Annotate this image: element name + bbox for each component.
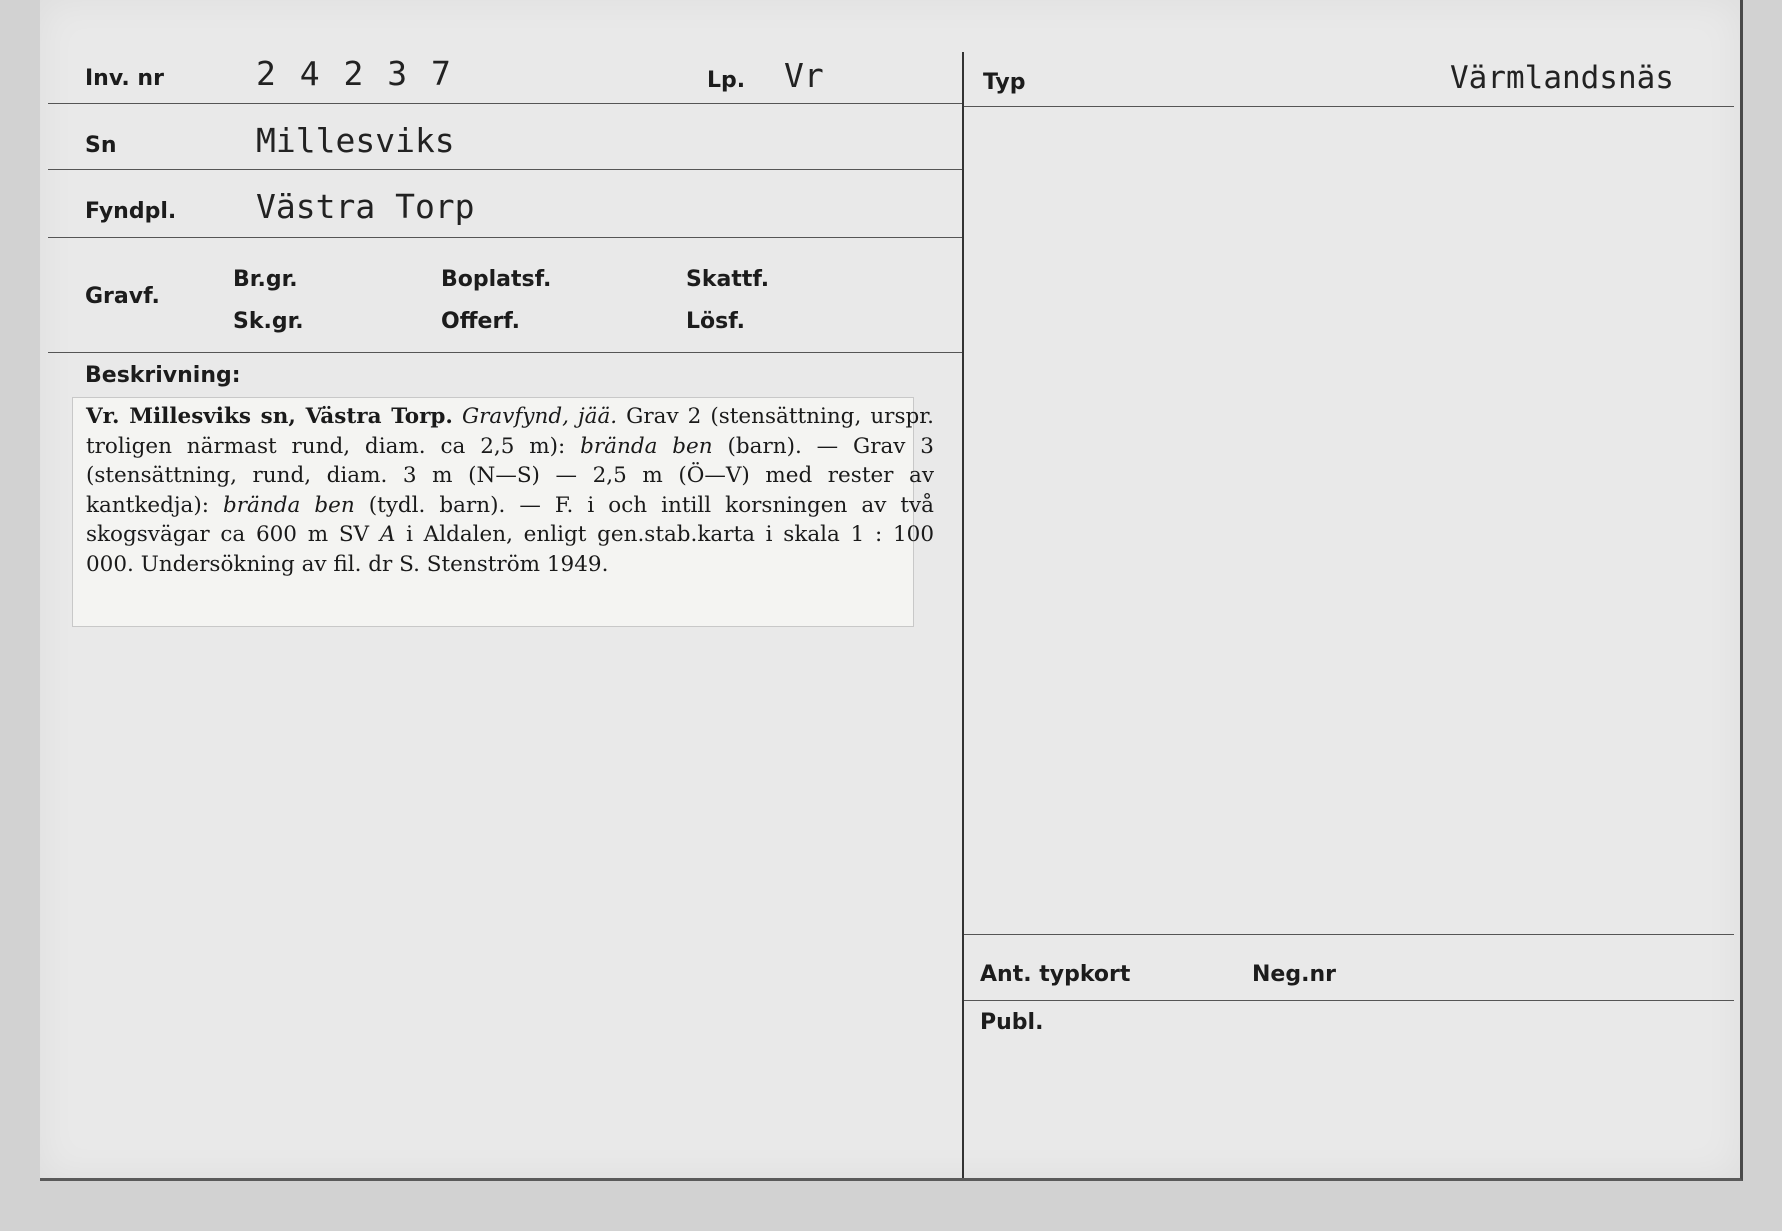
card-center-divider	[962, 52, 964, 1178]
fyndpl-value: Västra Torp	[256, 187, 475, 226]
row-divider-4	[48, 352, 962, 353]
inv-nr-label: Inv. nr	[85, 66, 164, 91]
description-part-8: i Aldalen, enligt gen.stab.karta i skala 1 : 100 000. Undersökning av fil. dr S. Stenström 1949.	[86, 522, 935, 577]
offerf-label: Offerf.	[441, 309, 521, 334]
publ-label: Publ.	[980, 1010, 1044, 1035]
typ-label: Typ	[983, 70, 1026, 95]
row-divider-1	[48, 103, 962, 104]
description-italic-4: A	[379, 522, 396, 547]
skattf-label: Skattf.	[686, 267, 770, 292]
neg-nr-label: Neg.nr	[1252, 962, 1336, 987]
beskrivning-label: Beskrivning:	[85, 363, 241, 388]
right-divider-upper	[964, 934, 1734, 935]
description-italic-3: brända ben	[223, 492, 355, 518]
ant-typkort-label: Ant. typkort	[980, 962, 1131, 987]
fyndpl-label: Fyndpl.	[85, 199, 177, 224]
losf-label: Lösf.	[686, 309, 745, 334]
description-italic-2: brända ben	[580, 433, 713, 459]
gravf-label: Gravf.	[85, 284, 160, 309]
description-text	[86, 402, 934, 579]
sn-value: Millesviks	[256, 121, 455, 160]
sk-gr-label: Sk.gr.	[233, 309, 304, 334]
description-part-6: (tydl. barn). — F. i och intill korsningen av två skogsvägar ca 600 m SV	[86, 492, 934, 547]
inv-nr-value: 2 4 2 3 7	[256, 54, 453, 93]
description-part-4: (barn). — Grav 3 (stensättning, rund, diam. 3 m (N—S) — 2,5 m (Ö—V) med rester av kantkedja):	[86, 433, 934, 518]
br-gr-label: Br.gr.	[233, 267, 298, 292]
right-divider-lower	[964, 1000, 1734, 1001]
typ-value: Värmlandsnäs	[1450, 60, 1674, 96]
typ-underline	[964, 106, 1734, 107]
lp-value: Vr	[784, 56, 824, 95]
description-part-2: Grav 2 (stensättning, urspr. troligen närmast rund, diam. ca 2,5 m):	[86, 404, 934, 459]
lp-label: Lp.	[707, 68, 746, 93]
row-divider-3	[48, 237, 962, 238]
description-italic-1: Gravfynd, jää.	[461, 404, 618, 429]
catalog-card	[40, 0, 1743, 1181]
sn-label: Sn	[85, 133, 117, 158]
description-lead: Vr. Millesviks sn, Västra Torp.	[86, 404, 453, 429]
row-divider-2	[48, 169, 962, 170]
boplatsf-label: Boplatsf.	[441, 267, 552, 292]
